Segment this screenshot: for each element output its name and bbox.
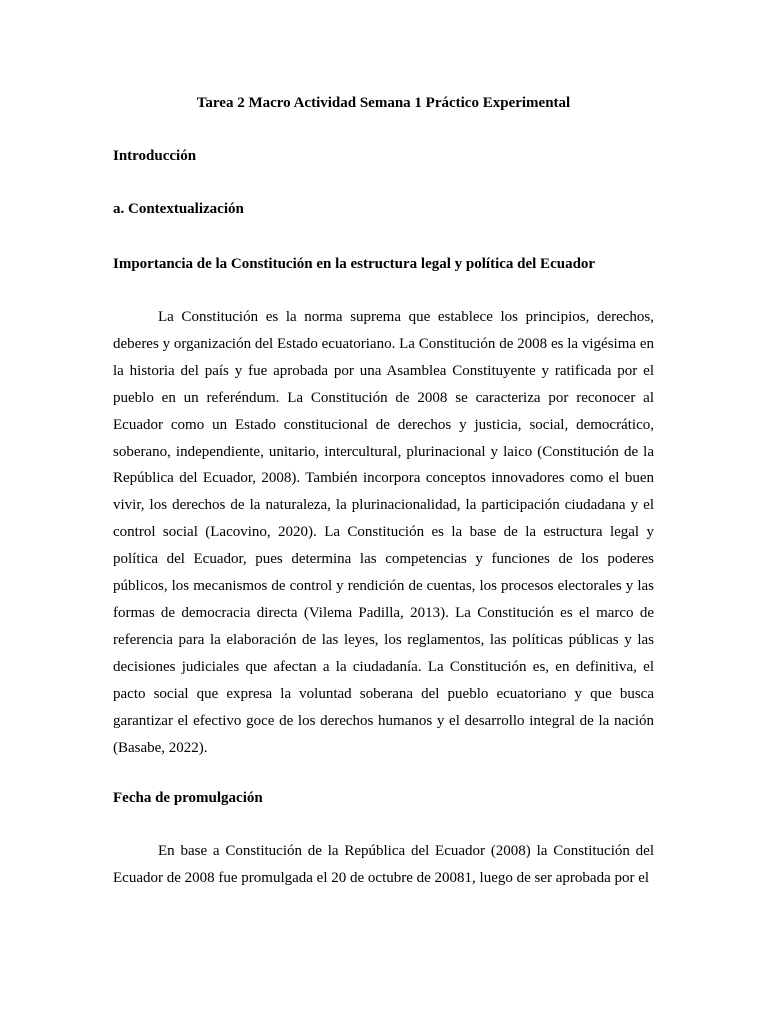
promulgation-heading: Fecha de promulgación <box>113 790 263 806</box>
importance-heading: Importancia de la Constitución en la estructura legal y política del Ecuador <box>113 256 596 272</box>
introduction-heading: Introducción <box>113 148 197 164</box>
importance-paragraph: La Constitución es la norma suprema que establece los principios, derechos, deberes y organización del Estado ecuatoriano. La Constitución de 2008 es la vigésima en la historia del país y fue aprobada por una Asamblea Constituyente y ratificada por el pueblo en un referéndum. La Constitución de 2008 se caracteriza por reconocer al Ecuador como un Estado constitucional de derechos y justicia, social, democrático, soberano, independiente, unitario, intercultural, plurinacional y laico (Constitución de la República del Ecuador, 2008). También incorpora conceptos innovadores como el buen vivir, los derechos de la naturaleza, la plurinacionalidad, la participación ciudadana y el control social (Lacovino, 2020). La Constitución es la base de la estructura legal y política del Ecuador, pues determina las competencias y funciones de los poderes públicos, los mecanismos de control y rendición de cuentas, los procesos electorales y las formas de democracia directa (Vilema Padilla, 2013). La Constitución es el marco de referencia para la elaboración de las leyes, los reglamentos, las políticas públicas y las decisiones judiciales que afectan a la ciudadanía. La Constitución es, en definitiva, el pacto social que expresa la voluntad soberana del pueblo ecuatoriano y que busca garantizar el efectivo goce de los derechos humanos y el desarrollo integral de la nación (Basabe, 2022). <box>113 309 654 756</box>
document-title: Tarea 2 Macro Actividad Semana 1 Práctico Experimental <box>196 95 571 111</box>
promulgation-paragraph: En base a Constitución de la República del Ecuador (2008) la Constitución del Ecuador de 2008 fue promulgada el 20 de octubre de 20081, luego de ser aprobada por el <box>113 843 654 886</box>
contextualization-heading: a. Contextualización <box>113 201 244 217</box>
